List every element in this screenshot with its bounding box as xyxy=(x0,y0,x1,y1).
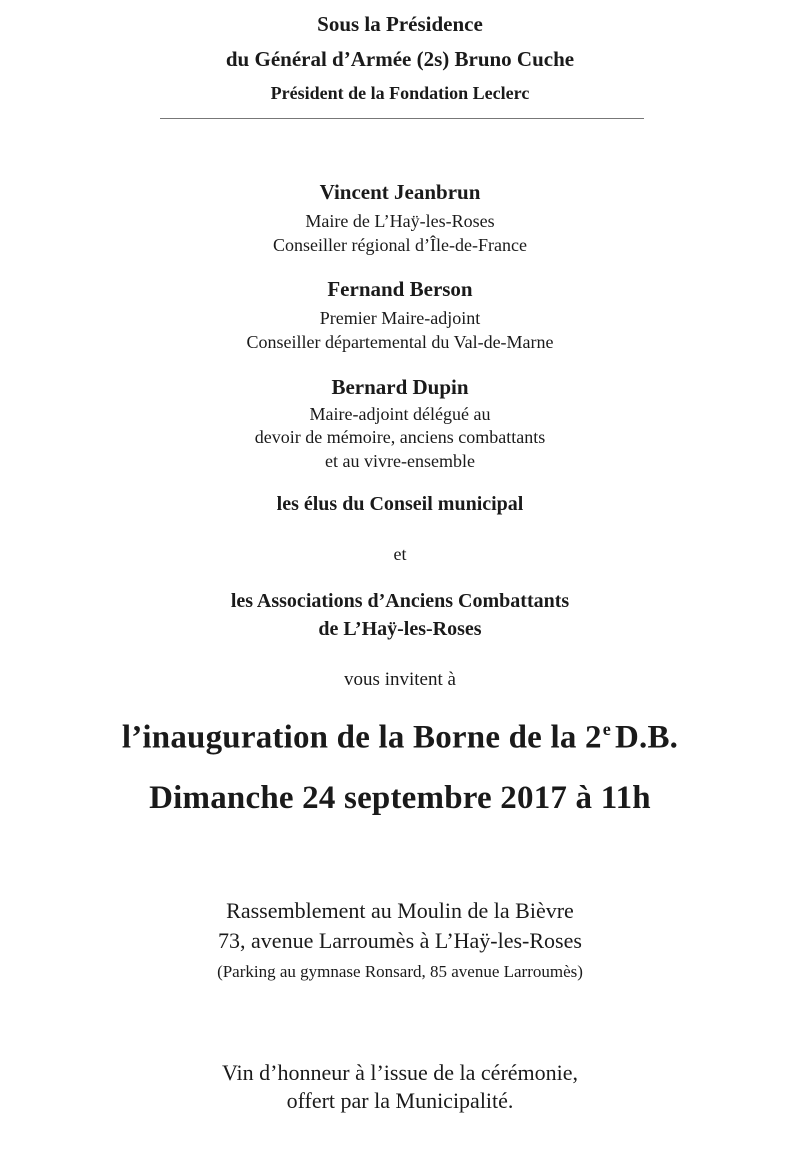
host-2-title-2: Conseiller départemental du Val-de-Marne xyxy=(246,332,554,352)
host-name-3: Bernard Dupin xyxy=(331,375,469,399)
presidency-foundation: Président de la Fondation Leclerc xyxy=(270,83,530,103)
presidency-general: du Général d’Armée (2s) Bruno Cuche xyxy=(225,47,575,71)
reception-line-2: offert par la Municipalité. xyxy=(286,1088,514,1113)
location-line-1: Rassemblement au Moulin de la Bièvre xyxy=(226,898,574,923)
associations-line-1: les Associations d’Anciens Combattants xyxy=(230,590,570,612)
reception-line-1: Vin d’honneur à l’issue de la cérémonie, xyxy=(221,1060,579,1085)
parking-info: (Parking au gymnase Ronsard, 85 avenue Larroumès) xyxy=(217,962,583,981)
event-title xyxy=(0,719,800,757)
host-3-title-2: devoir de mémoire, anciens combattants xyxy=(254,427,546,447)
header-divider xyxy=(160,118,644,119)
host-1-title-1: Maire de L’Haÿ-les-Roses xyxy=(305,211,495,231)
location-line-2: 73, avenue Larroumès à L’Haÿ-les-Roses xyxy=(218,928,582,953)
event-title-division: D.B. xyxy=(614,719,679,756)
associations-line-2: de L’Haÿ-les-Roses xyxy=(318,618,482,640)
event-title-ordinal: e xyxy=(602,719,611,739)
host-name-1: Vincent Jeanbrun xyxy=(319,180,481,204)
host-3-title-3: et au vivre-ensemble xyxy=(325,451,475,471)
invite-text: vous invitent à xyxy=(344,669,456,690)
presidency-heading: Sous la Présidence xyxy=(317,12,483,36)
host-name-2: Fernand Berson xyxy=(327,277,473,301)
conjunction: et xyxy=(393,544,407,564)
event-title-main: l’inauguration de la Borne de la 2 xyxy=(121,719,602,756)
event-date: Dimanche 24 septembre 2017 à 11h xyxy=(149,780,651,816)
host-3-title-1: Maire-adjoint délégué au xyxy=(309,404,491,424)
council-line: les élus du Conseil municipal xyxy=(276,493,524,515)
host-1-title-2: Conseiller régional d’Île-de-France xyxy=(273,235,527,255)
host-2-title-1: Premier Maire-adjoint xyxy=(319,308,481,328)
